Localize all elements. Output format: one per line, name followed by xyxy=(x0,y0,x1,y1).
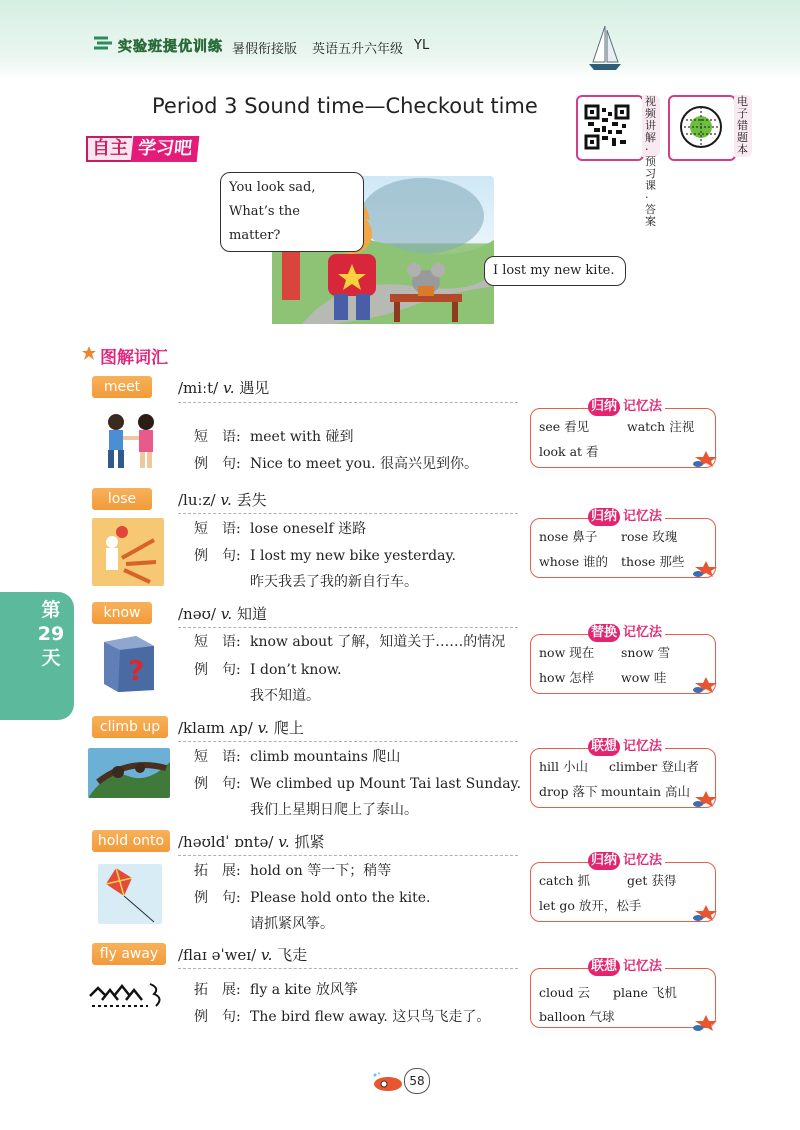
card-word: watch 注视 xyxy=(627,419,695,434)
grade-label: 英语五升六年级 xyxy=(312,42,404,57)
line-label: 例 句: xyxy=(194,662,241,678)
card-word: balloon 气球 xyxy=(539,1009,615,1024)
qr-caption-video: 视频讲解·预习课·答案 xyxy=(645,95,656,228)
card-word: how 怎样 xyxy=(539,670,595,685)
memory-card xyxy=(530,625,716,694)
part-of-speech: v. xyxy=(223,379,235,397)
word-tag-fly-away: fly away xyxy=(92,943,166,965)
badge-part-1: 自主 xyxy=(86,136,132,162)
globe-qr-icon xyxy=(678,104,724,150)
entry-translation: 昨天我丢了我的新自行车。 xyxy=(250,574,418,590)
memory-tag-type: 联想 xyxy=(588,958,620,976)
card-word: catch 抓 xyxy=(539,873,591,888)
card-word: hill 小山 xyxy=(539,759,589,774)
card-word: wow 哇 xyxy=(621,670,667,685)
part-of-speech: v. xyxy=(257,719,270,737)
memory-tag-type: 归纳 xyxy=(588,398,620,416)
edition-label: 暑假衔接版 xyxy=(232,42,298,57)
line-label: 例 句: xyxy=(194,776,241,792)
entry-line xyxy=(194,545,456,565)
line-english: The bird flew away. xyxy=(250,1009,388,1025)
word-tag-climb-up: climb up xyxy=(92,716,168,738)
meaning: 知道 xyxy=(236,605,267,623)
memory-tag-type: 归纳 xyxy=(588,852,620,870)
entry-line xyxy=(194,453,478,473)
card-word: whose 谁的 xyxy=(539,554,609,569)
card-word: look at 看 xyxy=(539,444,599,459)
memory-card xyxy=(530,959,716,1028)
part-of-speech: v. xyxy=(278,833,290,851)
bubble-line-1: You look sad, xyxy=(229,180,316,195)
starfish-icon xyxy=(693,561,719,577)
memory-tag-type: 替换 xyxy=(588,624,620,642)
entry-line xyxy=(194,746,400,766)
entry-line xyxy=(194,1006,490,1026)
badge-part-2: 学习吧 xyxy=(131,136,200,162)
qr-code-error-book[interactable] xyxy=(668,95,736,161)
speech-bubble-mouse: I lost my new kite. xyxy=(484,256,626,286)
svg-text:?: ? xyxy=(128,654,145,687)
entry-line xyxy=(194,426,353,446)
qr-code-icon xyxy=(584,104,630,150)
phonetic-meet xyxy=(178,377,269,398)
line-english: hold on xyxy=(250,863,303,879)
word-tag-lose: lose xyxy=(92,488,152,510)
memory-tag-suffix: 记忆法 xyxy=(620,958,665,976)
entry-translation: 请抓紧风筝。 xyxy=(250,916,334,932)
page-title: Period 3 Sound time—Checkout time xyxy=(152,94,538,118)
word-tag-know: know xyxy=(92,602,152,624)
phonetic-lose xyxy=(178,489,267,510)
card-word: drop 落下 xyxy=(539,784,598,799)
entry-line xyxy=(194,887,430,907)
card-word: cloud 云 xyxy=(539,985,591,1000)
entry-line xyxy=(194,631,505,651)
line-english: Please hold onto the kite. xyxy=(250,890,431,906)
sailboat-icon xyxy=(585,22,625,74)
phonetic-know xyxy=(178,603,267,624)
starfish-icon xyxy=(693,451,719,467)
memory-card xyxy=(530,739,716,808)
page-number: 58 xyxy=(404,1068,430,1094)
entry-translation: 我不知道。 xyxy=(250,688,320,704)
line-chinese: 碰到 xyxy=(325,429,354,445)
phonetic-climb-up xyxy=(178,717,304,738)
flying-birds-picture xyxy=(88,976,170,1020)
line-english: meet with xyxy=(250,429,322,445)
memory-tag-suffix: 记忆法 xyxy=(620,624,665,642)
phonetic-text: /miːt/ xyxy=(178,379,219,397)
card-word: see 看见 xyxy=(539,419,590,434)
star-icon xyxy=(82,346,96,360)
divider xyxy=(178,513,518,514)
submarine-icon xyxy=(372,1072,408,1092)
self-study-badge xyxy=(86,136,198,162)
divider xyxy=(178,402,518,403)
line-english: climb mountains xyxy=(250,749,368,765)
word-tag-hold-onto: hold onto xyxy=(92,830,170,852)
entry-line xyxy=(194,979,358,999)
line-english: fly a kite xyxy=(250,982,312,998)
memory-tag-type: 联想 xyxy=(588,738,620,756)
line-english: lose oneself xyxy=(250,521,334,537)
series-name: 实验班提优训练 xyxy=(118,39,223,55)
kite-picture xyxy=(98,864,162,924)
line-english: I lost my new bike yesterday. xyxy=(250,548,456,564)
line-label: 例 句: xyxy=(194,890,241,906)
monkeys-climbing-picture xyxy=(88,748,170,798)
memory-tag xyxy=(581,508,672,526)
divider xyxy=(178,627,518,628)
divider xyxy=(178,968,518,969)
line-english: know about xyxy=(250,634,333,650)
entry-line xyxy=(194,518,366,538)
meaning: 飞走 xyxy=(277,946,308,964)
divider xyxy=(178,855,518,856)
memory-tag xyxy=(581,738,672,756)
memory-card xyxy=(530,509,716,578)
phonetic-text: /nəʊ/ xyxy=(178,605,216,623)
line-label: 短 语: xyxy=(194,521,241,537)
handshake-kids-picture xyxy=(96,410,166,472)
question-box-picture xyxy=(96,632,160,694)
card-word: nose 鼻子 xyxy=(539,529,598,544)
memory-tag xyxy=(581,852,672,870)
part-of-speech: v. xyxy=(220,491,232,509)
meaning: 丢失 xyxy=(236,491,267,509)
memory-tag-type: 归纳 xyxy=(588,508,620,526)
memory-tag xyxy=(581,958,672,976)
speech-bubble-cat xyxy=(220,172,364,252)
card-word: mountain 高山 xyxy=(601,784,690,799)
line-label: 短 语: xyxy=(194,749,241,765)
card-word: let go 放开，松手 xyxy=(539,898,642,913)
line-chinese: 放风筝 xyxy=(315,982,358,998)
line-english: We climbed up Mount Tai last Sunday. xyxy=(250,776,522,792)
starfish-icon xyxy=(693,1015,719,1031)
memory-tag-suffix: 记忆法 xyxy=(620,852,665,870)
line-english: Nice to meet you. xyxy=(250,456,376,472)
entry-line xyxy=(194,860,391,880)
starfish-icon xyxy=(693,677,719,693)
divider xyxy=(178,741,518,742)
memory-card xyxy=(530,399,716,468)
card-word: those 那些 xyxy=(621,554,685,569)
line-chinese: 等一下；稍等 xyxy=(307,863,392,879)
memory-tag xyxy=(581,624,672,642)
phonetic-text: /luːz/ xyxy=(178,491,216,509)
memory-tag-suffix: 记忆法 xyxy=(620,508,665,526)
line-chinese: 这只鸟飞走了。 xyxy=(392,1009,491,1025)
line-label: 拓 展: xyxy=(194,982,241,998)
meaning: 爬上 xyxy=(273,719,304,737)
phonetic-text: /klaɪm ʌp/ xyxy=(178,719,253,737)
line-label: 例 句: xyxy=(194,548,241,564)
memory-tag-suffix: 记忆法 xyxy=(620,738,665,756)
card-word: get 获得 xyxy=(627,873,677,888)
line-english: I don’t know. xyxy=(250,662,342,678)
line-chinese: 爬山 xyxy=(372,749,401,765)
starfish-icon xyxy=(693,791,719,807)
day-label: 第29天 xyxy=(37,599,65,669)
phonetic-text: /flaɪ əˈweɪ/ xyxy=(178,946,257,964)
line-chinese: 迷路 xyxy=(338,521,367,537)
bubble-line-2: What’s the matter? xyxy=(229,204,300,243)
card-word: climber 登山者 xyxy=(609,759,699,774)
card-word: now 现在 xyxy=(539,645,595,660)
memory-tag xyxy=(581,398,672,416)
memory-card xyxy=(530,853,716,922)
line-chinese: 了解，知道关于……的情况 xyxy=(337,634,506,650)
entry-line xyxy=(194,659,342,679)
part-of-speech: v. xyxy=(220,605,233,623)
series-logo-icon xyxy=(92,34,114,52)
line-label: 例 句: xyxy=(194,456,241,472)
phonetic-fly-away xyxy=(178,944,307,965)
entry-translation: 我们上星期日爬上了泰山。 xyxy=(250,802,418,818)
lost-person-picture xyxy=(92,518,164,586)
qr-code-video[interactable] xyxy=(576,95,644,161)
line-chinese: 很高兴见到你。 xyxy=(380,456,478,472)
line-label: 短 语: xyxy=(194,429,241,445)
phonetic-hold-onto xyxy=(178,831,324,852)
word-tag-meet: meet xyxy=(92,376,152,398)
meaning: 遇见 xyxy=(239,379,270,397)
card-word: snow 雪 xyxy=(621,645,671,660)
vocabulary-section-title: 图解词汇 xyxy=(100,348,168,368)
meaning: 抓紧 xyxy=(294,833,325,851)
memory-tag-suffix: 记忆法 xyxy=(620,398,665,416)
publisher-label: YL xyxy=(414,38,430,53)
part-of-speech: v. xyxy=(260,946,273,964)
line-label: 拓 展: xyxy=(194,863,241,879)
entry-line xyxy=(194,773,521,793)
card-word: rose 玫瑰 xyxy=(621,529,678,544)
line-label: 短 语: xyxy=(194,634,241,650)
card-word: plane 飞机 xyxy=(613,985,677,1000)
phonetic-text: /həʊldˈ ɒntə/ xyxy=(178,833,274,851)
qr-caption-error-book: 电子错题本 xyxy=(737,95,748,156)
starfish-icon xyxy=(693,905,719,921)
line-label: 例 句: xyxy=(194,1009,241,1025)
